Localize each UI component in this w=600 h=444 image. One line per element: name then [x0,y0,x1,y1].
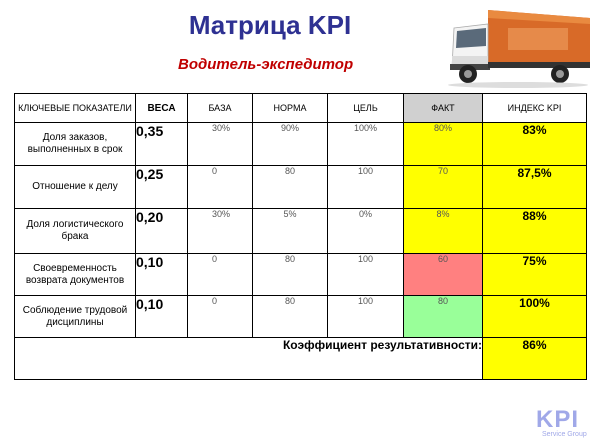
norm-value: 80 [253,166,328,209]
target-value: 100 [328,254,404,296]
total-value: 86% [483,338,587,380]
indicator-name: Соблюдение трудовой дисциплины [15,296,136,338]
indicator-name: Отношение к делу [15,166,136,209]
header-index: ИНДЕКС KPI [483,94,587,123]
weight-value: 0,10 [136,296,188,338]
norm-value: 5% [253,209,328,254]
fact-value: 70 [404,166,483,209]
weight-value: 0,35 [136,123,188,166]
header-target: ЦЕЛЬ [328,94,404,123]
kpi-index-value: 75% [483,254,587,296]
total-row [15,338,587,380]
weight-value: 0,10 [136,254,188,296]
norm-value: 90% [253,123,328,166]
page-subtitle: Водитель-экспедитор [178,56,354,73]
target-value: 0% [328,209,404,254]
table-row [15,209,587,254]
target-value: 100% [328,123,404,166]
table-row [15,254,587,296]
header-base: БАЗА [188,94,253,123]
kpi-index-value: 87,5% [483,166,587,209]
header-fact: ФАКТ [404,94,483,123]
logo-text: KPI [536,406,580,433]
indicator-name: Своевременность возврата документов [15,254,136,296]
fact-value: 80% [404,123,483,166]
kpi-table [14,93,587,380]
table-row [15,123,587,166]
header-row [15,94,587,123]
header-weight: ВЕСА [136,94,188,123]
base-value: 0 [188,254,253,296]
fact-value: 8% [404,209,483,254]
fact-value: 80 [404,296,483,338]
truck-image [448,6,594,88]
base-value: 30% [188,209,253,254]
weight-value: 0,25 [136,166,188,209]
page-title: Матрица KPI [188,10,352,40]
kpi-index-value: 88% [483,209,587,254]
base-value: 0 [188,166,253,209]
total-label: Коэффициент результативности: [15,338,483,380]
header-norm: НОРМА [253,94,328,123]
base-value: 30% [188,123,253,166]
fact-value: 60 [404,254,483,296]
kpi-index-value: 83% [483,123,587,166]
table-row [15,296,587,338]
indicator-name: Доля заказов, выполненных в срок [15,123,136,166]
norm-value: 80 [253,254,328,296]
indicator-name: Доля логистического брака [15,209,136,254]
header-indicators: КЛЮЧЕВЫЕ ПОКАЗАТЕЛИ [15,94,136,123]
base-value: 0 [188,296,253,338]
target-value: 100 [328,296,404,338]
table-row [15,166,587,209]
kpi-logo [536,408,596,444]
weight-value: 0,20 [136,209,188,254]
target-value: 100 [328,166,404,209]
logo-subtext: Service Group [542,431,587,438]
kpi-index-value: 100% [483,296,587,338]
norm-value: 80 [253,296,328,338]
